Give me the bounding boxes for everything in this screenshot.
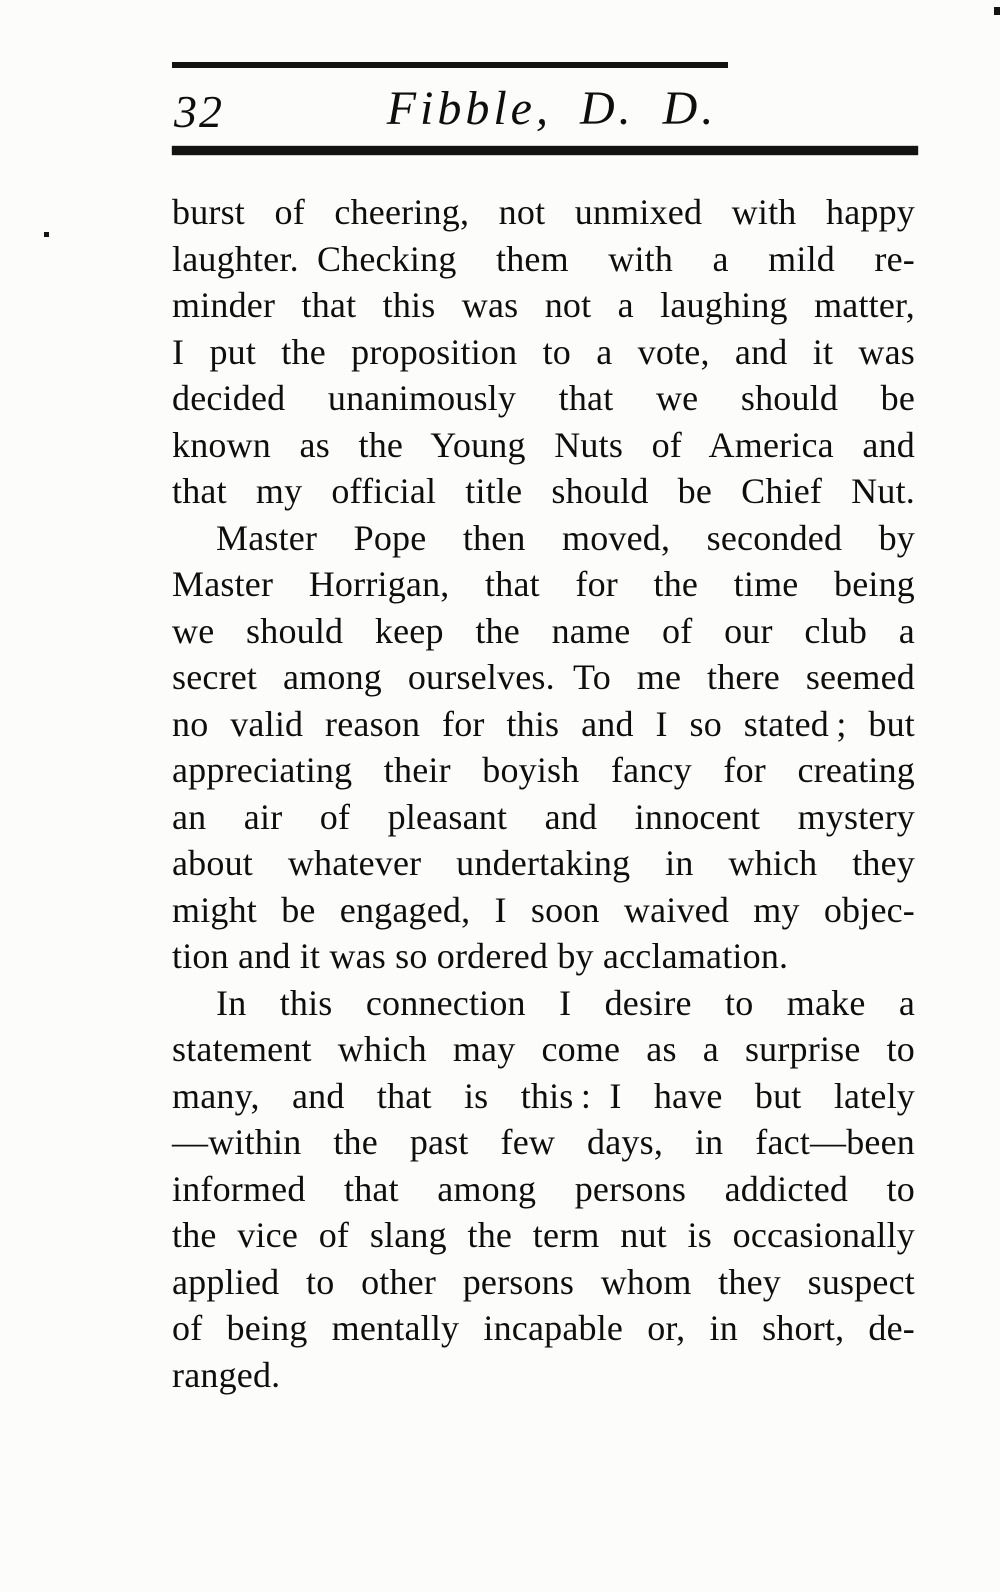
paragraph-3 (172, 980, 915, 1399)
text-line: an air of pleasant and innocent mystery (172, 796, 915, 837)
text-line: many, and that is this : I have but lately (172, 1075, 915, 1116)
page-content (172, 0, 918, 1592)
text-line: I put the proposition to a vote, and it was (172, 331, 915, 372)
scan-speck (44, 232, 49, 237)
paragraph-2 (172, 515, 915, 980)
header-top-rule (172, 62, 728, 68)
paragraph-1 (172, 189, 915, 515)
text-line: about whatever undertaking in which they (172, 843, 915, 883)
text-line: informed that among persons addicted to (172, 1168, 915, 1209)
text-line: appreciating their boyish fancy for creating (172, 750, 915, 790)
page-header (172, 80, 918, 140)
body-text (172, 189, 915, 1398)
text-line: statement which may come as a surprise to (172, 1029, 915, 1069)
scan-speck (994, 7, 1000, 15)
text-line: burst of cheering, not unmixed with happy (172, 192, 915, 232)
page-number: 32 (174, 86, 224, 137)
text-line: that my official title should be Chief Nut. (172, 471, 915, 511)
header-bottom-rule (172, 146, 918, 155)
text-line: decided unanimously that we should be (172, 378, 915, 418)
text-line: laughter. Checking them with a mild re- (172, 238, 915, 279)
text-line: might be engaged, I soon waived my objec- (172, 889, 915, 930)
text-line: we should keep the name of our club a (172, 610, 915, 651)
running-title: Fibble, D. D. (386, 82, 718, 135)
text-line: known as the Young Nuts of America and (172, 424, 915, 465)
text-line: tion and it was so ordered by acclamation. (172, 936, 789, 976)
text-line: applied to other persons whom they suspect (172, 1261, 915, 1302)
text-line: of being mentally incapable or, in short, de- (172, 1308, 915, 1348)
text-line: In this connection I desire to make a (216, 982, 915, 1023)
text-line: the vice of slang the term nut is occasionally (172, 1215, 915, 1255)
text-line: ranged. (172, 1354, 281, 1395)
text-line: no valid reason for this and I so stated ; but (172, 703, 915, 744)
text-line: minder that this was not a laughing matter, (172, 285, 915, 325)
text-line: Master Pope then moved, seconded by (216, 517, 915, 558)
text-line: Master Horrigan, that for the time being (172, 564, 915, 604)
text-line: —within the past few days, in fact—been (172, 1122, 915, 1162)
text-line: secret among ourselves. To me there seemed (172, 657, 915, 697)
